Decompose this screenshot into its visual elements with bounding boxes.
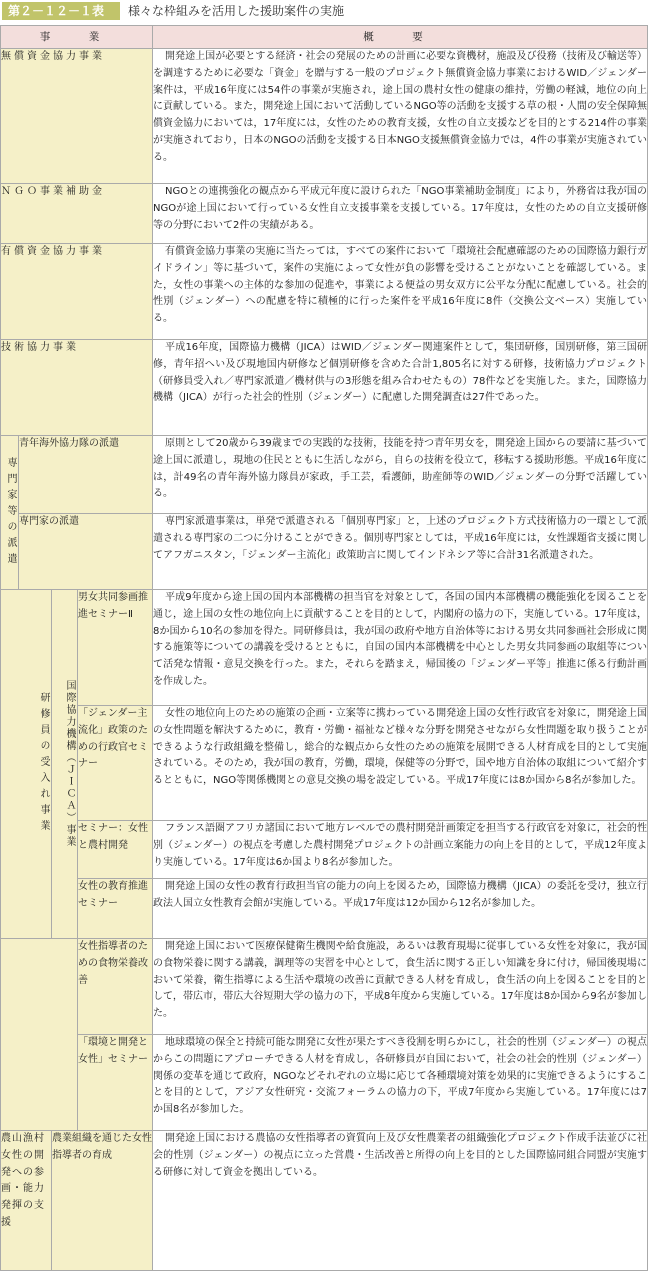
row-text-women-education-seminar: 開発途上国の女性の教育行政担当官の能力の向上を図るため，国際協力機構（JICA）の委託を受け，独立行政法人国立女性教育会館が実施している。平成17年度は12か国から12名が参加した。 (153, 879, 648, 939)
table-number: 第２－１２－１表 (2, 2, 120, 20)
row-label-expert: 専門家の派遣 (19, 514, 153, 590)
row-label-ngo-subsidy: ＮＧＯ事業補助金 (1, 184, 153, 244)
row-text-gender-mainstreaming-seminar: 女性の地位向上のための施策の企画・立案等に携わっている開発途上国の女性行政官を対象に，開発途上国の女性問題を解決するために，教育・労働・福祉など様々な分野を開発させながら女性問題を取り扱うことができるような行政組織を整備し，総合的な観点から女性のための施策を展開できる人材育成を目的として実施されている。そのため，我が国の教育，労働，環境，保健等の分野で，国や地方自治体の取組について紹介するとともに，NGO等関係機関との意見交換の場を設定している。平成17年度には8か国から8名が参加した。 (153, 706, 648, 821)
row-text-ngo-subsidy: NGOとの連携強化の観点から平成元年度に設けられた「NGO事業補助金制度」により，外務省は我が国のNGOが途上国において行っている女性自立支援事業を支援している。17年度は，女性のための自立支援研修等の分野において2件の実績がある。 (153, 184, 648, 244)
row-label-gender-equality-seminar: 男女共同参画推進セミナーⅡ (78, 590, 153, 706)
row-label-grant-aid: 無償資金協力事業 (1, 49, 153, 184)
group-label-jica: 国際協力機構（ＪＩＣＡ）事業 (52, 590, 78, 939)
row-text-nutrition: 開発途上国において医療保健衛生機関や給食施設，あるいは教育現場に従事している女性を対象に，我が国の食物栄養に関する講義，調理等の実習を中心として，食生活に関する正しい知識を身に付け，帰国後現場において栄養，衛生指導による生活や環境の改善に貢献できる人材を育成し，食生活の向上を図ることを目的として，帯広市，帯広大谷短期大学の協力の下，平成8年度から実施している。17年度は8か国から9名が参加した。 (153, 939, 648, 1035)
row-label-gender-mainstreaming-seminar: 「ジェンダー主流化」政策のための行政官セミナー (78, 706, 153, 821)
row-label-environment-seminar: 「環境と開発と女性」セミナー (78, 1035, 153, 1131)
row-text-gender-equality-seminar: 平成9年度から途上国の国内本部機構の担当官を対象として，各国の国内本部機構の機能強化を図ることを通じ，途上国の女性の地位向上に貢献することを目的として，内閣府の協力の下，実施している。17年度は，8か国から10名の参加を得た。同研修員は，我が国の政府や地方自治体等における男女共同参画社会形成に関する施策等についての講義を受けるとともに，自国の国内本部機構を中心とした男女共同参画の取組等について活発な情報・意見交換を行った。また，それらを踏まえ，帰国後の「ジェンダー平等」推進に係る行動計画を作成した。 (153, 590, 648, 706)
row-text-grant-aid: 開発途上国が必要とする経済・社会の発展のための計画に必要な資機材，施設及び役務（技術及び輸送等）を調達するために必要な「資金」を贈与する一般のプロジェクト無償資金協力事業におけるWID／ジェンダー案件は，平成16年度には54件の事業が実施され，途上国の農村女性の健康の維持，労働の軽減，地位の向上に貢献している。また，開発途上国において活動しているNGO等の活動を支援する草の根・人間の安全保障無償資金協力においては，17年度には，女性のための教育支援，女性の自立支援などを目的とする214件の事業が実施されており，日本のNGOの活動を支援する日本NGO支援無償資金協力では，4件の事業が実施されている。 (153, 49, 648, 184)
column-header-business: 事 業 (1, 26, 153, 49)
row-label-nutrition: 女性指導者のための食物栄養改善 (78, 939, 153, 1035)
row-text-loan-aid: 有償資金協力事業の実施に当たっては，すべての案件において「環境社会配慮確認のための国際協力銀行ガイドライン」等に基づいて，案件の実施によって女性が負の影響を受けることがないことを確認している。また，女性の事業への主体的な参加の促進や，事業による便益の男女双方に公平な分配に配慮している。社会的性別（ジェンダー）への配慮を特に積極的に行った案件を平成16年度に8件（交換公文ベース）実施している。 (153, 244, 648, 340)
row-label-farm-org-leaders: 農業組織を通じた女性指導者の育成 (52, 1131, 153, 1271)
group-label-blank (1, 939, 78, 1131)
group-label-trainee-acceptance: 研修員の受入れ事業 (1, 590, 52, 939)
column-header-summary: 概 要 (153, 26, 648, 49)
row-text-women-rural-seminar: フランス語圏アフリカ諸国において地方レベルでの農村開発計画策定を担当する行政官を対象に，社会的性別（ジェンダー）の視点を考慮した農村開発プロジェクトの計画立案能力の向上を目的として，平成12年度より実施している。17年度は6か国より8名が参加した。 (153, 821, 648, 879)
row-text-jocv: 原則として20歳から39歳までの実践的な技術，技能を持つ青年男女を，開発途上国からの要請に基づいて途上国に派遣し，現地の住民とともに生活しながら，自らの技術を役立て，移転する援助形態。平成16年度には，計49名の青年海外協力隊員が家政，手工芸，看護師，助産師等のWID／ジェンダーの分野で活躍している。 (153, 436, 648, 514)
table-title: 様々な枠組みを活用した援助案件の実施 (128, 4, 345, 18)
row-text-environment-seminar: 地球環境の保全と持続可能な開発に女性が果たすべき役割を明らかにし，社会的性別（ジェンダー）の視点からこの問題にアプローチできる人材を育成し，各研修員が自国において，社会の社会的性別（ジェンダー）関係の変革を通じて政府，NGOなどそれぞれの立場に応じて各種環境対策を効果的に実施できるようにすることを目的として，アジア女性研究・交流フォーラムの協力の下，平成7年度から実施している。17年度には7か国8名が参加した。 (153, 1035, 648, 1131)
group-label-expert-dispatch: 専門家等の派遣 (1, 436, 19, 590)
row-label-technical-cooperation: 技術協力事業 (1, 340, 153, 436)
title-bar (0, 0, 648, 22)
group-label-rural-women: 農山漁村女性の開発への参画・能力発揮の支援 (1, 1131, 52, 1271)
row-text-farm-org-leaders: 開発途上国における農協の女性指導者の資質向上及び女性農業者の組織強化プロジェクト作成手法並びに社会的性別（ジェンダー）の視点に立った営農・生活改善と所得の向上を目的とした国際協同組合同盟が実施する研修に対して資金を拠出している。 (153, 1131, 648, 1271)
row-label-women-education-seminar: 女性の教育推進セミナー (78, 879, 153, 939)
aid-projects-table (0, 25, 648, 1271)
row-label-loan-aid: 有償資金協力事業 (1, 244, 153, 340)
row-text-expert: 専門家派遣事業は，単発で派遣される「個別専門家」と，上述のプロジェクト方式技術協力の一環として派遣される専門家の二つに分けることができる。個別専門家としては，平成16年度には，女性課題省支援に関してアフガニスタン，「ジェンダー主流化」政策助言に関してインドネシア等に合計31名派遣された。 (153, 514, 648, 590)
row-label-jocv: 青年海外協力隊の派遣 (19, 436, 153, 514)
row-label-women-rural-seminar: セミナー：女性と農村開発 (78, 821, 153, 879)
row-text-technical-cooperation: 平成16年度，国際協力機構（JICA）はWID／ジェンダー関連案件として，集団研修，国別研修，第三国研修，青年招へい及び現地国内研修など個別研修を含めた合計1,805名に対する研修，技術協力プロジェクト（研修員受入れ／専門家派遣／機材供与の3形態を組み合わせたもの）78件などを実施した。また，国際協力機構（JICA）が行った社会的性別（ジェンダー）に配慮した開発調査は27件であった。 (153, 340, 648, 436)
